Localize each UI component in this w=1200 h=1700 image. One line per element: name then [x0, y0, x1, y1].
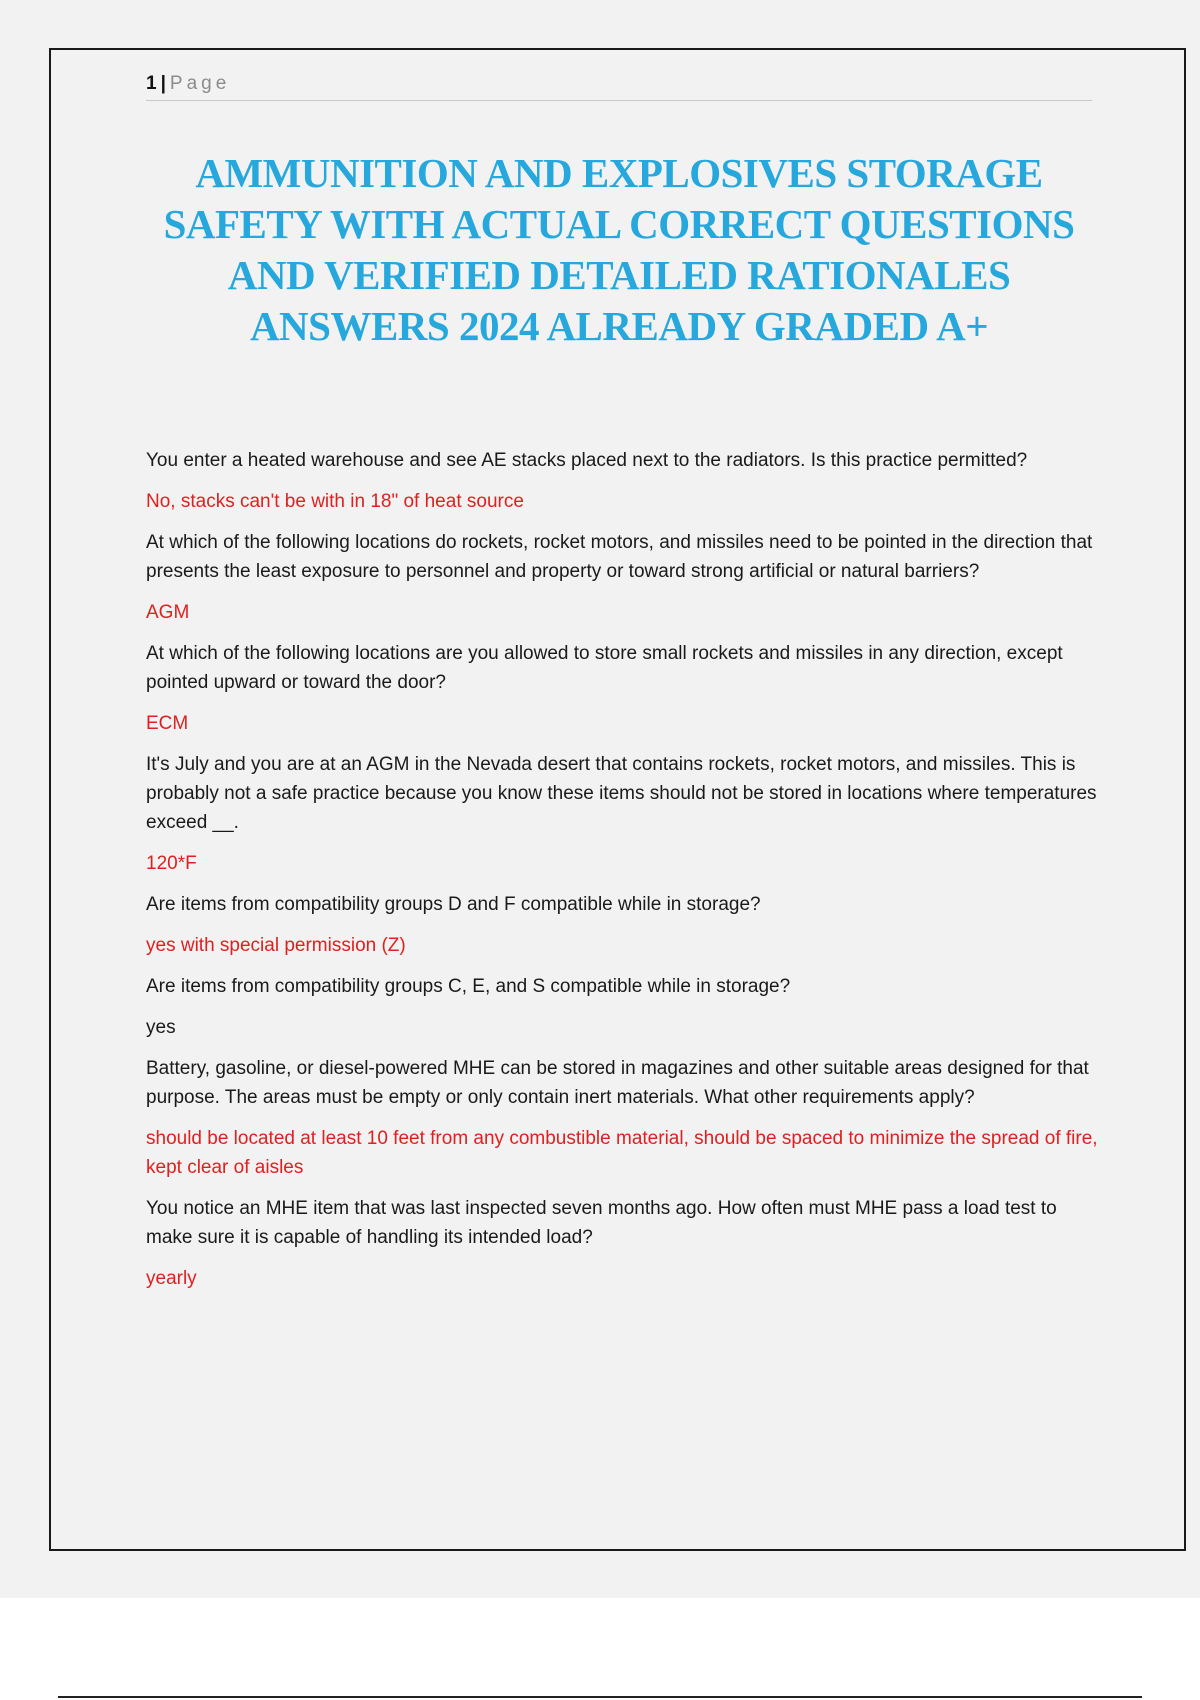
page-header: [146, 72, 1092, 101]
page-number: 1: [146, 73, 157, 94]
answer-3: ECM: [146, 713, 189, 734]
question-2: At which of the following locations do rockets, rocket motors, and missiles need to be pointed in the direction that presents the least exposure to personnel and property or toward strong artificial or natural barriers?: [146, 532, 1093, 582]
answer-6: yes: [146, 1017, 176, 1038]
question-8: You notice an MHE item that was last inspected seven months ago. How often must MHE pass a load test to make sure it is capable of handling its intended load?: [146, 1198, 1057, 1248]
question-6: Are items from compatibility groups C, E, and S compatible while in storage?: [146, 976, 791, 997]
question-4: It's July and you are at an AGM in the Nevada desert that contains rockets, rocket motors, and missiles. This is probably not a safe practice because you know these items should not be stored in locations where temperatures exceed __.: [146, 754, 1097, 833]
answer-4: 120*F: [146, 853, 197, 874]
answer-2: AGM: [146, 602, 190, 623]
next-page-divider: [58, 1696, 1142, 1698]
qa-list: [146, 446, 1106, 1305]
question-7: Battery, gasoline, or diesel-powered MHE can be stored in magazines and other suitable areas designed for that purpose. The areas must be empty or only contain inert materials. What other requirements apply?: [146, 1058, 1089, 1108]
answer-1: No, stacks can't be with in 18" of heat source: [146, 491, 524, 512]
answer-8: yearly: [146, 1268, 197, 1289]
question-1: You enter a heated warehouse and see AE stacks placed next to the radiators. Is this practice permitted?: [146, 450, 1028, 471]
page-separator: |: [160, 73, 166, 94]
document-title: AMMUNITION AND EXPLOSIVES STORAGE SAFETY WITH ACTUAL CORRECT QUESTIONS AND VERIFIED DETAILED RATIONALES ANSWERS 2024 ALREADY GRADED A+: [163, 150, 1075, 349]
question-5: Are items from compatibility groups D and F compatible while in storage?: [146, 894, 761, 915]
page-label: Page: [169, 73, 231, 94]
answer-5: yes with special permission (Z): [146, 935, 406, 956]
document-page: [49, 48, 1186, 1551]
answer-7: should be located at least 10 feet from any combustible material, should be spaced to minimize the spread of fire, kept clear of aisles: [146, 1128, 1098, 1178]
question-3: At which of the following locations are you allowed to store small rockets and missiles in any direction, except pointed upward or toward the door?: [146, 643, 1063, 693]
